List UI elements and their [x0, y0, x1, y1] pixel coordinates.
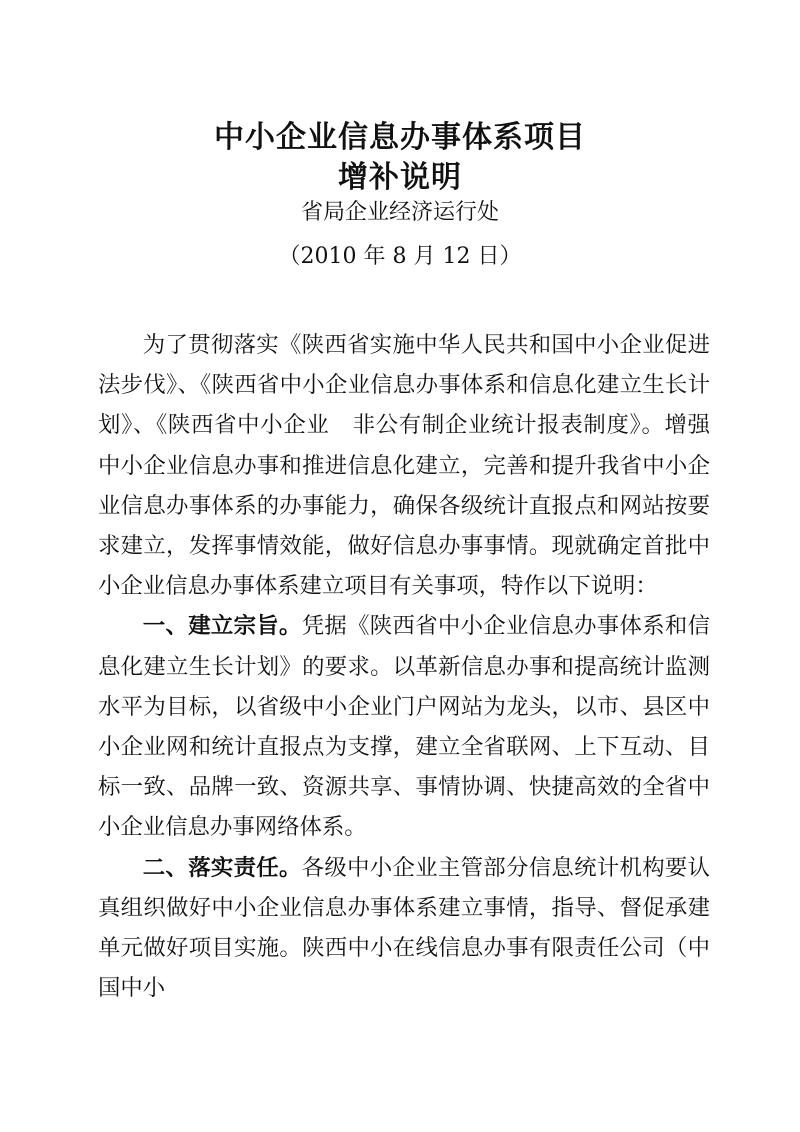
section-2-heading: 二、落实责任。 — [142, 854, 302, 881]
paragraph-intro-text: 为了贯彻落实《陕西省实施中华人民共和国中小企业促进法步伐》、《陕西省中小企业信息办事体系和信息化建立生长计划》、《陕西省中小企业 非公有制企业统计报表制度》。增强中小企业信息办事和推进信息化建立，完善和提升我省中小企业信息办事体系的办事能力，确保各级统计直报点和网站按要求建立，发挥事情效能，做好信息办事事情。现就确定首批中小企业信息办事体系建立项目有关事项，特作以下说明： — [98, 332, 710, 600]
document-date: （2010 年 8 月 12 日） — [278, 244, 522, 269]
document-body — [98, 325, 710, 1008]
paragraph-section-2 — [98, 848, 710, 1009]
paragraph-section-1 — [98, 606, 710, 847]
document-title-line2: 增补说明 — [338, 160, 462, 195]
section-1-heading: 一、建立宗旨。 — [142, 613, 302, 640]
paragraph-intro — [98, 325, 710, 606]
document-title-line1: 中小企业信息办事体系项目 — [214, 120, 586, 155]
issuing-department: 省局企业经济运行处 — [300, 200, 499, 225]
section-1-text: 凭据《陕西省中小企业信息办事体系和信息化建立生长计划》的要求。以革新信息办事和提高统计监测水平为目标，以省级中小企业门户网站为龙头，以市、县区中小企业网和统计直报点为支撑，建立全省联网、上下互动、目标一致、品牌一致、资源共享、事情协调、快捷高效的全省中小企业信息办事网络体系。 — [98, 613, 711, 841]
section-2-text: 各级中小企业主管部分信息统计机构要认真组织做好中小企业信息办事体系建立事情，指导、督促承建单元做好项目实施。陕西中小在线信息办事有限责任公司（中国中小 — [98, 854, 711, 1002]
